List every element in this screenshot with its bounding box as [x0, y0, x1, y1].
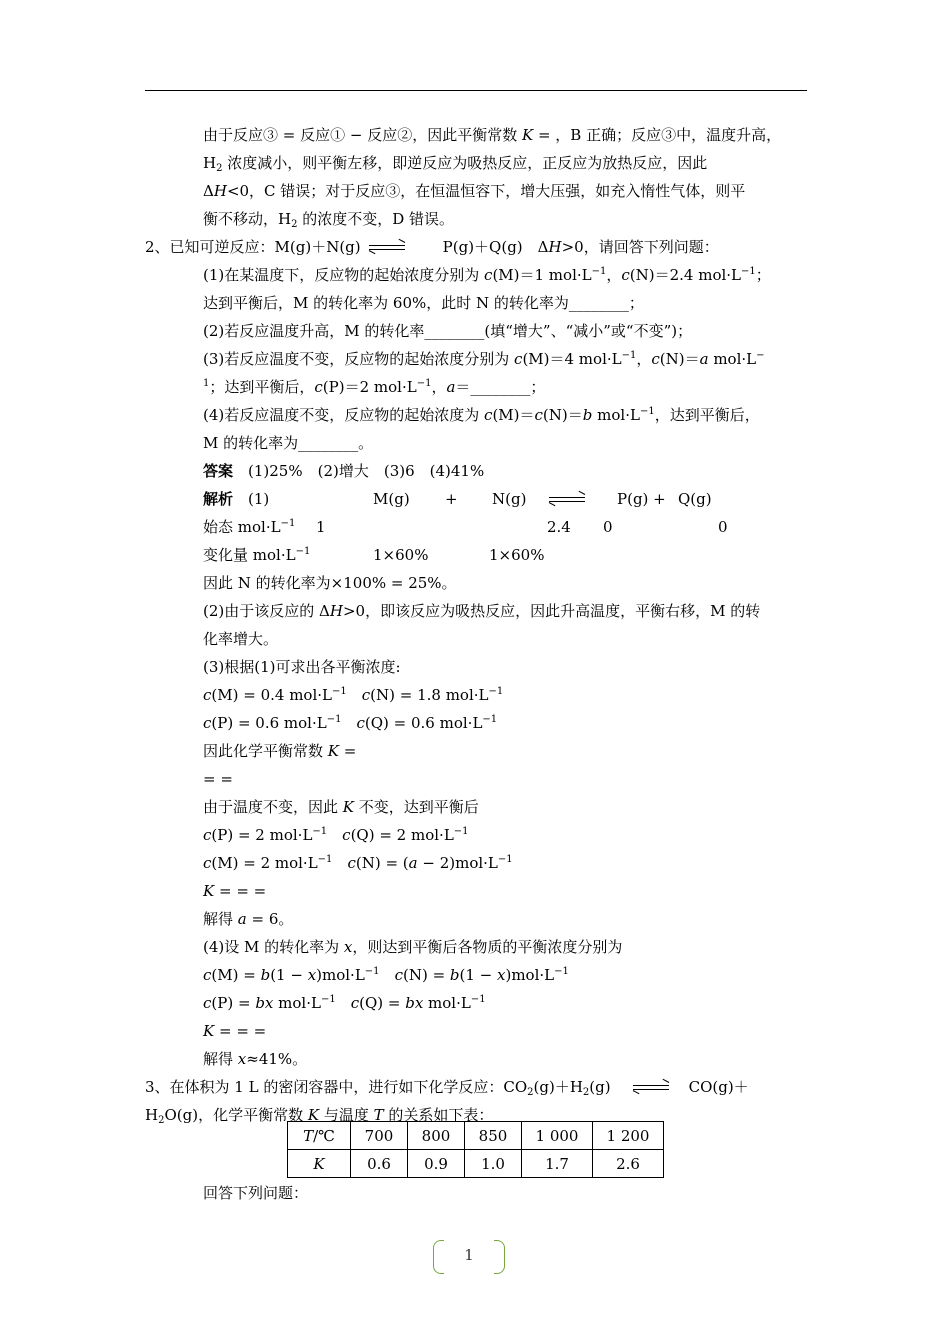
text-line: 解得 a = 6。 — [203, 910, 294, 928]
text-line: 因此化学平衡常数 K = — [203, 742, 357, 760]
equilibrium-arrow-icon — [633, 1083, 669, 1093]
table-cell: 850 — [465, 1122, 522, 1150]
analysis-header: 解析 (1) — [203, 490, 270, 508]
text-line: c(P) = bx $mol\cdot L^{-1}$ c(Q) = bx $mol\cdot L^{-1}$ — [203, 994, 486, 1012]
text-line: K = = = — [203, 882, 267, 900]
table-header-cell: K — [288, 1150, 351, 1178]
text-line: M 的转化率为________。 — [203, 434, 374, 452]
change-m: 1×60% — [373, 546, 429, 564]
table-row — [288, 1122, 664, 1150]
text-line: 回答下列问题： — [203, 1184, 309, 1202]
text-line: c(P) = 2 $mol\cdot L^{-1}$ c(Q) = 2 $mol\cdot L^{-1}$ — [203, 826, 469, 844]
text-line: = = — [203, 770, 233, 788]
text-line: $H_2$ 浓度减小，则平衡左移，即逆反应为吸热反应，正反应为放热反应，因此 — [203, 154, 708, 174]
question-3-title: 3、在体积为 1 L 的密闭容器中，进行如下化学反应：$CO_2(g)+H_2(g)$ CO(g)＋ — [145, 1078, 749, 1098]
text-line: c(P) = 0.6 $mol\cdot L^{-1}$ c(Q) = 0.6 $mol\cdot L^{-1}$ — [203, 714, 498, 732]
table-cell: 1.7 — [522, 1150, 593, 1178]
table-cell: 0.9 — [408, 1150, 465, 1178]
text-line: 由于温度不变，因此 K 不变，达到平衡后 — [203, 798, 479, 816]
question-2-title: 2、已知可逆反应：M(g)＋N(g) P(g)＋Q(g) ΔH>0，请回答下列问题： — [145, 238, 719, 256]
table-cell: 1 000 — [522, 1122, 593, 1150]
text-line: K = = = — [203, 1022, 267, 1040]
plus-sign: + — [445, 490, 458, 508]
text-line: (4)若反应温度不变，反应物的起始浓度为 c(M)＝c(N)＝b $mol\cdot L^{-1}$，达到平衡后， — [203, 406, 760, 424]
text-line: c(M) = 0.4 $mol\cdot L^{-1}$ c(N) = 1.8 $mol\cdot L^{-1}$ — [203, 686, 504, 704]
change-n: 1×60% — [489, 546, 545, 564]
text-line: (3)若反应温度不变，反应物的起始浓度分别为 c(M)＝4 $mol\cdot L^{-1}$，c(N)＝a mol·L− — [203, 350, 765, 368]
text-line: (2)由于该反应的 ΔH>0，即该反应为吸热反应，因此升高温度，平衡右移，M 的转 — [203, 602, 761, 620]
species-n: N(g) — [492, 490, 527, 508]
answer-label: 答案 — [203, 462, 234, 480]
species-q: Q(g) — [678, 490, 712, 508]
text-line: (2)若反应温度升高，M 的转化率________(填“增大”、“减小”或“不变”)； — [203, 322, 693, 340]
table-cell: 1.0 — [465, 1150, 522, 1178]
species-m: M(g) — [373, 490, 410, 508]
initial-q: 0 — [718, 518, 728, 536]
text-line: (1)在某温度下，反应物的起始浓度分别为 c(M)＝1 $mol\cdot L^{-1}$，c(N)＝2.4 $mol\cdot L^{-1}$； — [203, 266, 771, 284]
answer-line: 答案 (1)25% (2)增大 (3)6 (4)41% — [203, 462, 485, 480]
text-line: $H_2O(g)$，化学平衡常数 K 与温度 T 的关系如下表： — [145, 1106, 494, 1126]
species-p: P(g) + — [617, 490, 666, 508]
analysis-label: 解析 — [203, 490, 234, 508]
table-cell: 2.6 — [593, 1150, 664, 1178]
initial-p: 0 — [603, 518, 613, 536]
text-line: 达到平衡后，M 的转化率为 60%，此时 N 的转化率为________； — [203, 294, 644, 312]
table-cell: 1 200 — [593, 1122, 664, 1150]
initial-m: 1 — [316, 518, 326, 536]
text-line: 解得 x≈41%。 — [203, 1050, 308, 1068]
initial-label: 始态 $mol\cdot L^{-1}$ — [203, 518, 296, 536]
table-cell: 800 — [408, 1122, 465, 1150]
header-rule — [145, 90, 807, 91]
k-temperature-table — [287, 1121, 664, 1178]
text-line: $c(M) = b(1 - x)mol\cdot L^{-1}$ $c(N) = b(1 - x)mol\cdot L^{-1}$ — [203, 966, 569, 984]
text-line: 化率增大。 — [203, 630, 279, 648]
table-cell: 0.6 — [351, 1150, 408, 1178]
table-header-cell: T/℃ — [288, 1122, 351, 1150]
table-cell: 700 — [351, 1122, 408, 1150]
initial-n: 2.4 — [547, 518, 571, 536]
text-line: (4)设 M 的转化率为 x，则达到平衡后各物质的平衡浓度分别为 — [203, 938, 623, 956]
equilibrium-arrow-icon — [369, 243, 405, 253]
page-number — [433, 1240, 505, 1274]
equilibrium-arrow-icon — [545, 489, 589, 509]
page-number-text: 1 — [464, 1246, 474, 1264]
text-line: 衡不移动，$H_2$ 的浓度不变，D 错误。 — [203, 210, 455, 230]
text-line: ΔH<0，C 错误；对于反应③，在恒温恒容下，增大压强，如充入惰性气体，则平 — [203, 182, 746, 200]
text-line: (3)根据(1)可求出各平衡浓度: — [203, 658, 401, 676]
table-row — [288, 1150, 664, 1178]
change-label: 变化量 $mol\cdot L^{-1}$ — [203, 546, 311, 564]
text-line: $^1$；达到平衡后，c(P)＝2 $mol\cdot L^{-1}$，a＝________； — [203, 378, 546, 396]
text-line: c(M) = 2 $mol\cdot L^{-1}$ $c(N) = (a - 2)mol\cdot L^{-1}$ — [203, 854, 513, 872]
text-line: 由于反应③ = 反应① − 反应②，因此平衡常数 K = ，B 正确；反应③中，温度升高， — [203, 126, 782, 144]
text-line: 因此 N 的转化率为×100% = 25%。 — [203, 574, 457, 592]
